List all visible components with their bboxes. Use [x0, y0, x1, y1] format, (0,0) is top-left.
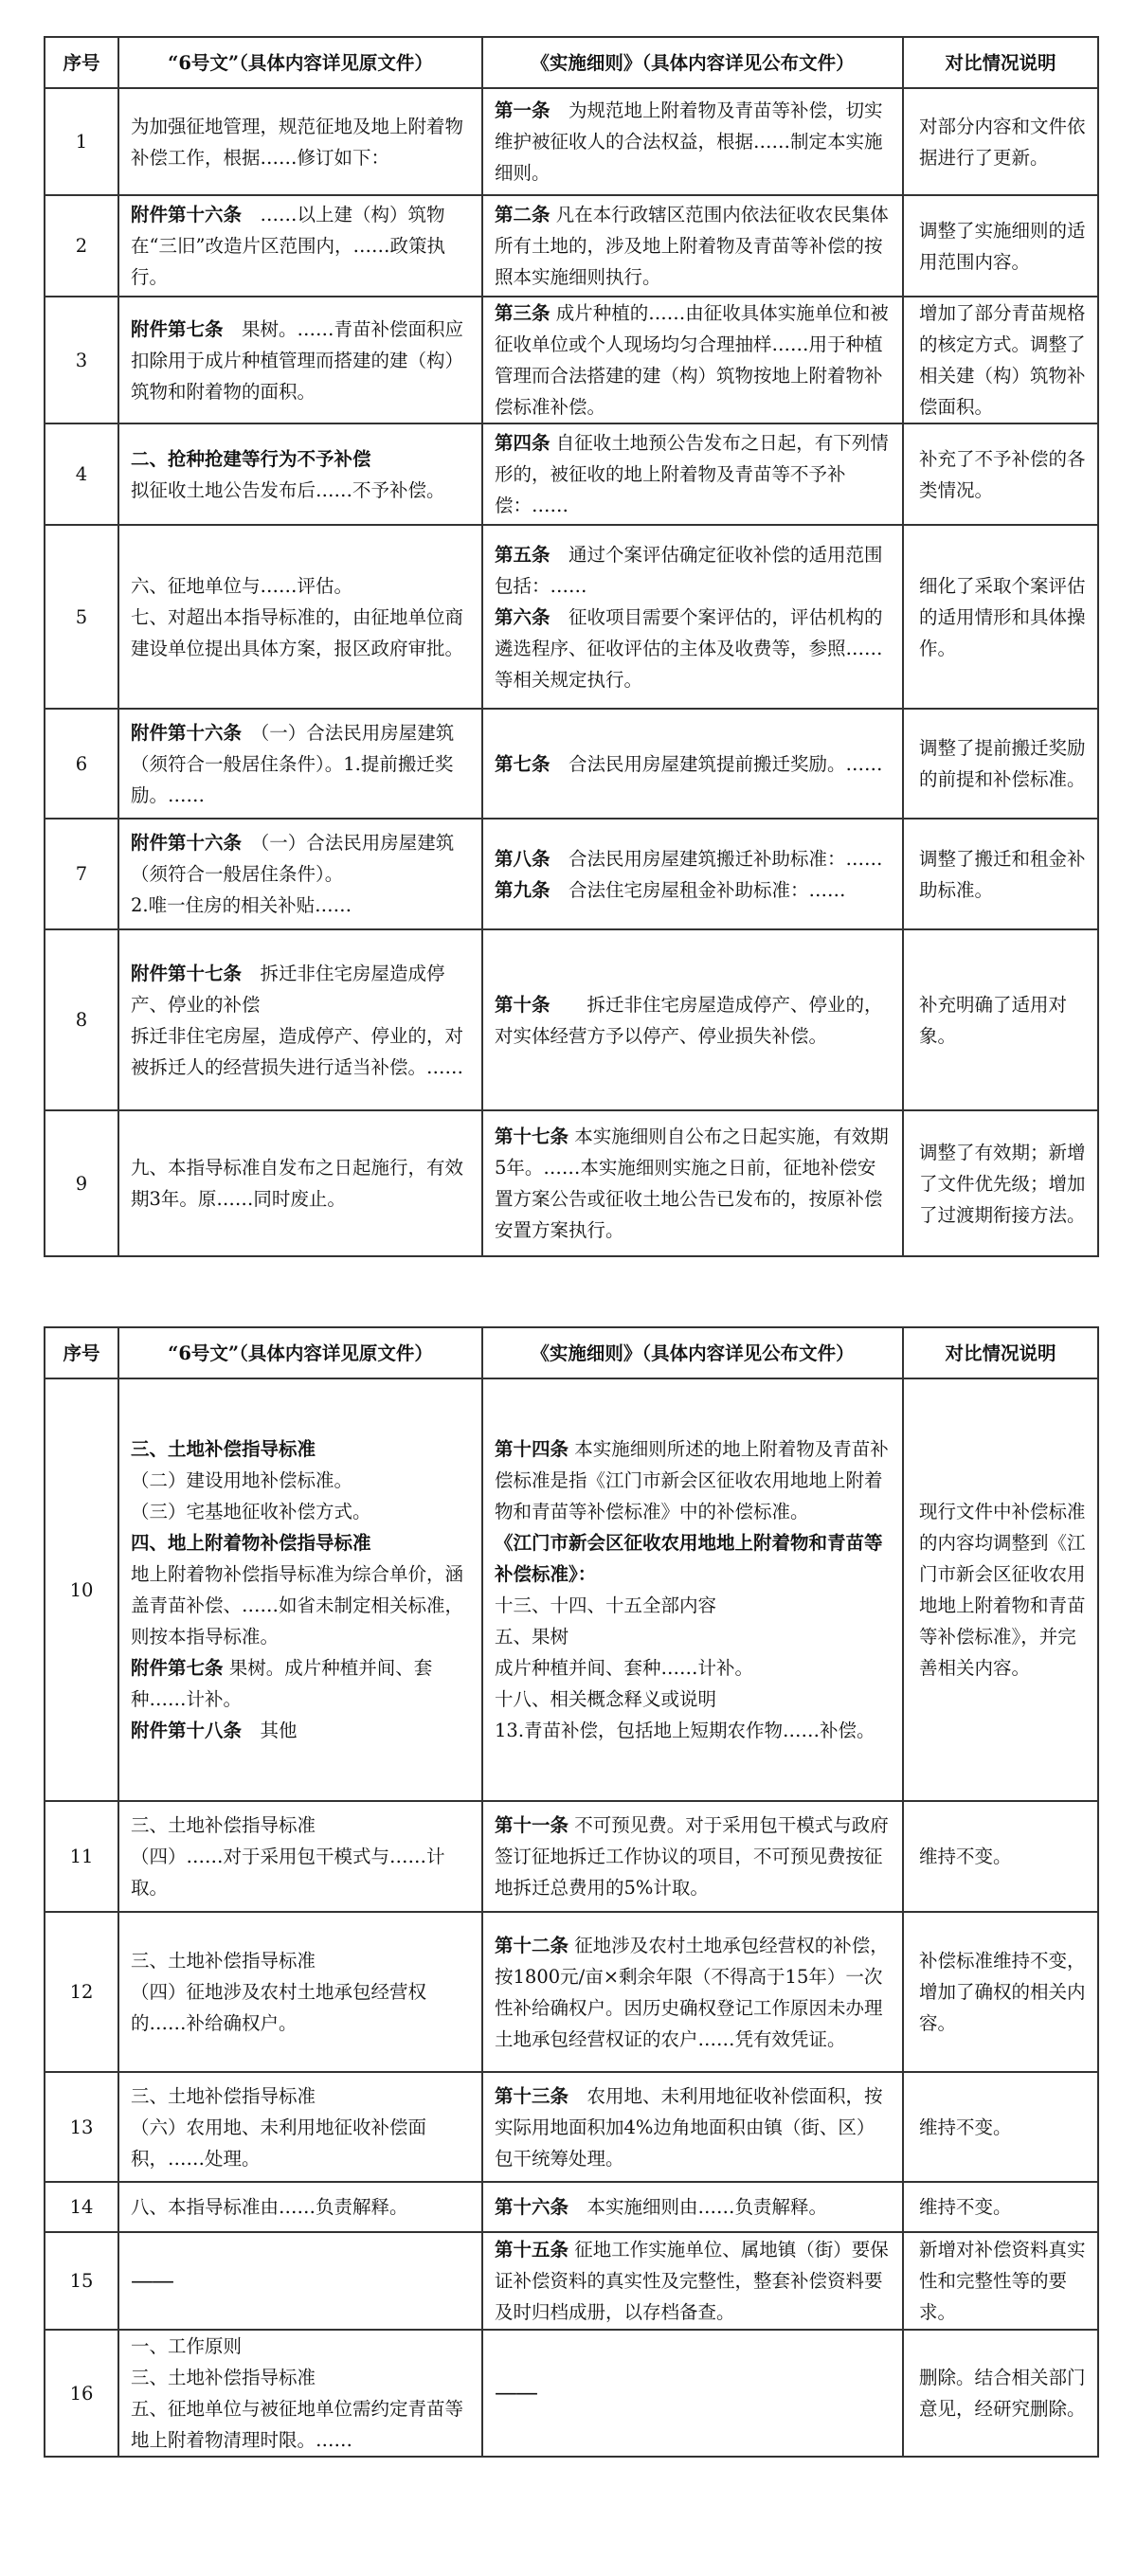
article-text: 果树。……青苗补偿面积应扣除用于成片种植管理而搭建的建（构）筑物和附着物的面积。: [131, 317, 464, 403]
article-text: 七、对超出本指导标准的，由征地单位商建设单位提出具体方案，报区政府审批。: [131, 605, 464, 659]
row-number: 9: [45, 1110, 118, 1256]
note-cell: 调整了实施细则的适用范围内容。: [903, 195, 1098, 297]
cell-paragraph: [495, 1590, 893, 1621]
header-note: 对比情况说明: [903, 37, 1098, 88]
article-heading: 第四条: [495, 432, 550, 454]
row-number: 14: [45, 2182, 118, 2232]
cell-paragraph: [131, 1715, 472, 1746]
old-doc-cell: [118, 1801, 482, 1912]
article-heading: 二、抢种抢建等行为不予补偿: [131, 447, 371, 470]
header-no: 序号: [45, 1327, 118, 1378]
article-text: 五、果树: [495, 1626, 569, 1648]
article-text: 合法民用房屋建筑提前搬迁奖励。……: [550, 752, 883, 775]
cell-paragraph: [131, 827, 472, 890]
article-text: 其他: [242, 1720, 298, 1741]
note-cell: 删除。结合相关部门意见，经研究删除。: [903, 2330, 1098, 2457]
cell-paragraph: [495, 427, 893, 521]
old-doc-cell: [118, 297, 482, 423]
cell-paragraph: [131, 890, 472, 921]
row-number: 16: [45, 2330, 118, 2457]
cell-paragraph: [131, 2081, 472, 2112]
article-text: 征地工作实施单位、属地镇（街）要保证补偿资料的真实性及完整性，整套补偿资料要及时归档成册，以存档备查。: [495, 2239, 889, 2323]
header-new-doc: 《实施细则》（具体内容详见公布文件）: [482, 1327, 903, 1378]
old-doc-cell: [118, 2232, 482, 2330]
new-doc-cell: [482, 2330, 903, 2457]
article-heading: 附件第十六条: [131, 721, 243, 744]
cell-paragraph: [131, 111, 472, 173]
article-text: 八、本指导标准由……负责解释。: [131, 2196, 408, 2218]
cell-paragraph: [131, 1810, 472, 1841]
row-number: 11: [45, 1801, 118, 1912]
old-doc-cell: [118, 1378, 482, 1801]
cell-paragraph: [495, 989, 893, 1052]
article-text: （四）征地涉及农村土地承包经营权的……补给确权户。: [131, 1981, 427, 2034]
article-heading: 附件第十六条: [131, 832, 243, 854]
cell-paragraph: [495, 1684, 893, 1715]
new-doc-cell: [482, 525, 903, 709]
cell-paragraph: [495, 1121, 893, 1246]
new-doc-cell: [482, 2182, 903, 2232]
article-heading: 附件第七条: [131, 317, 224, 340]
table-row: [45, 525, 1098, 709]
article-heading: 第六条: [495, 605, 550, 628]
note-cell: 细化了采取个案评估的适用情形和具体操作。: [903, 525, 1098, 709]
article-text: 通过个案评估确定征收补偿的适用范围包括：……: [495, 543, 883, 597]
article-heading: 第十五条: [495, 2239, 569, 2261]
new-doc-cell: [482, 423, 903, 525]
cell-paragraph: [495, 843, 893, 874]
old-doc-cell: [118, 195, 482, 297]
article-heading: 第十二条: [495, 1934, 569, 1956]
cell-paragraph: [495, 199, 893, 293]
article-text: （三）宅基地征收补偿方式。: [131, 1501, 371, 1522]
old-doc-cell: [118, 819, 482, 929]
new-doc-cell: [482, 2232, 903, 2330]
article-text: 成片种植并间、套种……计补。: [495, 1657, 754, 1679]
cell-paragraph: [131, 1558, 472, 1652]
old-doc-cell: [118, 1912, 482, 2072]
note-cell: 补充了不予补偿的各类情况。: [903, 423, 1098, 525]
article-heading: 第八条: [495, 847, 550, 870]
article-text: 地上附着物补偿指导标准为综合单价，涵盖青苗补偿、……如省未制定相关标准，则按本指导标准。: [131, 1563, 464, 1648]
article-heading: 附件第十六条: [131, 204, 243, 225]
note-cell: 补偿标准维持不变，增加了确权的相关内容。: [903, 1912, 1098, 2072]
new-doc-cell: [482, 929, 903, 1110]
article-text: 拟征收土地公告发布后……不予补偿。: [131, 478, 445, 501]
header-new-doc: 《实施细则》（具体内容详见公布文件）: [482, 37, 903, 88]
note-cell: 对部分内容和文件依据进行了更新。: [903, 88, 1098, 195]
table-row: [45, 88, 1098, 195]
table-row: [45, 1912, 1098, 2072]
article-heading: 第十七条: [495, 1126, 569, 1147]
cell-paragraph: [495, 1433, 893, 1527]
note-cell: 调整了提前搬迁奖励的前提和补偿标准。: [903, 709, 1098, 819]
note-cell: 维持不变。: [903, 2072, 1098, 2182]
table-row: [45, 929, 1098, 1110]
new-doc-cell: [482, 297, 903, 423]
article-text: 拆迁非住宅房屋，造成停产、停业的，对被拆迁人的经营损失进行适当补偿。……: [131, 1024, 464, 1078]
article-text: 三、土地补偿指导标准: [131, 2367, 316, 2388]
old-doc-cell: [118, 2330, 482, 2457]
table-row: [45, 1110, 1098, 1256]
article-heading: 第十四条: [495, 1438, 569, 1460]
article-text: 本实施细则自公布之日起实施，有效期5年。……本实施细则实施之日前，征地补偿安置方案公告或征收土地公告已发布的，按原补偿安置方案执行。: [495, 1126, 889, 1241]
table-row: [45, 423, 1098, 525]
article-text: （六）农用地、未利用地征收补偿面积，……处理。: [131, 2116, 427, 2170]
table-row: [45, 1378, 1098, 1801]
cell-paragraph: [131, 1020, 472, 1083]
cell-paragraph: [495, 1527, 893, 1590]
article-text: 2.唯一住房的相关补贴……: [131, 894, 352, 916]
note-cell: 补充明确了适用对象。: [903, 929, 1098, 1110]
cell-paragraph: [131, 602, 472, 664]
cell-paragraph: [495, 748, 893, 780]
new-doc-cell: [482, 1912, 903, 2072]
note-cell: 维持不变。: [903, 1801, 1098, 1912]
article-text: 农用地、未利用地征收补偿面积，按实际用地面积加4%边角地面积由镇（街、区）包干统筹处理。: [495, 2084, 883, 2170]
cell-paragraph: [495, 1652, 893, 1684]
article-heading: 附件第十七条: [131, 962, 243, 984]
new-doc-cell: [482, 2072, 903, 2182]
article-text: 征收项目需要个案评估的，评估机构的遴选程序、征收评估的主体及收费等，参照……等相关规定执行。: [495, 605, 883, 691]
old-doc-cell: [118, 929, 482, 1110]
article-text: 果树。成片种植并间、套种……计补。: [131, 1657, 433, 1710]
cell-paragraph: [131, 570, 472, 602]
article-heading: 第十六条: [495, 2196, 569, 2218]
article-heading: 第九条: [495, 878, 550, 901]
article-text: ……以上建（构）筑物在“三旧”改造片区范围内，……政策执行。: [131, 204, 445, 288]
row-number: 2: [45, 195, 118, 297]
cell-paragraph: [131, 1496, 472, 1527]
cell-paragraph: [495, 1715, 893, 1746]
article-heading: 附件第十八条: [131, 1720, 243, 1741]
article-text: （一）合法民用房屋建筑（须符合一般居住条件）。: [131, 832, 455, 885]
row-number: 15: [45, 2232, 118, 2330]
new-doc-cell: [482, 1378, 903, 1801]
old-doc-cell: [118, 2182, 482, 2232]
row-number: 4: [45, 423, 118, 525]
article-heading: 第十条: [495, 993, 550, 1016]
cell-paragraph: [131, 717, 472, 811]
cell-paragraph: [495, 1621, 893, 1652]
cell-paragraph: [495, 2377, 893, 2409]
article-text: 九、本指导标准自发布之日起施行，有效期3年。原……同时废止。: [131, 1157, 464, 1210]
note-cell: 调整了搬迁和租金补助标准。: [903, 819, 1098, 929]
table-row: [45, 297, 1098, 423]
row-number: 12: [45, 1912, 118, 2072]
article-heading: 第五条: [495, 543, 550, 566]
cell-paragraph: [131, 2265, 472, 2297]
cell-paragraph: [131, 199, 472, 293]
note-cell: 增加了部分青苗规格的核定方式。调整了相关建（构）筑物补偿面积。: [903, 297, 1098, 423]
article-text: （二）建设用地补偿标准。: [131, 1469, 353, 1491]
cell-paragraph: [131, 2362, 472, 2393]
new-doc-cell: [482, 88, 903, 195]
table-header-row: [45, 1327, 1098, 1378]
cell-paragraph: [131, 475, 472, 506]
cell-paragraph: [131, 443, 472, 475]
header-old-doc: “6号文”（具体内容详见原文件）: [118, 37, 482, 88]
article-text: 本实施细则所述的地上附着物及青苗补偿标准是指《江门市新会区征收农用地地上附着物和青苗等补偿标准》中的补偿标准。: [495, 1438, 889, 1522]
cell-paragraph: [131, 1841, 472, 1903]
cell-paragraph: [131, 958, 472, 1020]
cell-paragraph: [131, 2191, 472, 2223]
note-cell: 新增对补偿资料真实性和完整性等的要求。: [903, 2232, 1098, 2330]
article-text: 三、土地补偿指导标准: [131, 2084, 316, 2107]
article-text: 三、土地补偿指导标准: [131, 1950, 316, 1972]
article-heading: 四、地上附着物补偿指导标准: [131, 1532, 371, 1554]
header-no: 序号: [45, 37, 118, 88]
article-heading: 第三条: [495, 302, 550, 324]
cell-paragraph: [131, 314, 472, 407]
cell-paragraph: [131, 1527, 472, 1558]
article-heading: 第一条: [495, 99, 550, 121]
cell-paragraph: [131, 2331, 472, 2362]
article-text: 为加强征地管理，规范征地及地上附着物补偿工作，根据……修订如下：: [131, 115, 464, 169]
article-text: （四）……对于采用包干模式与……计取。: [131, 1846, 445, 1899]
row-number: 3: [45, 297, 118, 423]
cell-paragraph: [495, 297, 893, 423]
cell-paragraph: [495, 602, 893, 695]
article-heading: 第七条: [495, 752, 550, 775]
cell-paragraph: [131, 1945, 472, 1976]
article-text: 三、土地补偿指导标准: [131, 1814, 316, 1836]
cell-paragraph: [131, 2112, 472, 2174]
row-number: 1: [45, 88, 118, 195]
table-row: [45, 2072, 1098, 2182]
cell-paragraph: [131, 2393, 472, 2456]
note-cell: 调整了有效期；新增了文件优先级；增加了过渡期衔接方法。: [903, 1110, 1098, 1256]
table-header-row: [45, 37, 1098, 88]
new-doc-cell: [482, 1801, 903, 1912]
article-text: 成片种植的……由征收具体实施单位和被征收单位或个人现场均匀合理抽样……用于种植管理而合法搭建的建（构）筑物按地上附着物补偿标准补偿。: [495, 302, 889, 418]
new-doc-cell: [482, 709, 903, 819]
article-text: 拆迁非住宅房屋造成停产、停业的补偿: [131, 962, 445, 1016]
row-number: 13: [45, 2072, 118, 2182]
row-number: 8: [45, 929, 118, 1110]
header-old-doc: “6号文”（具体内容详见原文件）: [118, 1327, 482, 1378]
row-number: 5: [45, 525, 118, 709]
cell-paragraph: [131, 1433, 472, 1465]
row-number: 10: [45, 1378, 118, 1801]
old-doc-cell: [118, 709, 482, 819]
note-cell: 维持不变。: [903, 2182, 1098, 2232]
old-doc-cell: [118, 423, 482, 525]
article-heading: 附件第七条: [131, 1657, 224, 1679]
article-text: 征地涉及农村土地承包经营权的补偿，按1800元/亩×剩余年限（不得高于15年）一次性补给确权户。因历史确权登记工作原因未办理土地承包经营权证的农户……凭有效凭证。: [495, 1934, 889, 2050]
table-row: [45, 2330, 1098, 2457]
cell-paragraph: [495, 2234, 893, 2328]
cell-paragraph: [495, 1930, 893, 2055]
cell-paragraph: [495, 874, 893, 906]
old-doc-cell: [118, 1110, 482, 1256]
cell-paragraph: [495, 2191, 893, 2223]
new-doc-cell: [482, 819, 903, 929]
table-row: [45, 1801, 1098, 1912]
article-text: 本实施细则由……负责解释。: [568, 2196, 828, 2218]
comparison-table-2: [44, 1326, 1099, 2458]
cell-paragraph: [495, 1810, 893, 1903]
row-number: 6: [45, 709, 118, 819]
article-text: 五、征地单位与被征地单位需约定青苗等地上附着物清理时限。……: [131, 2398, 464, 2451]
article-heading: 第二条: [495, 204, 550, 225]
table-row: [45, 819, 1098, 929]
header-note: 对比情况说明: [903, 1327, 1098, 1378]
article-text: 拆迁非住宅房屋造成停产、停业的，对实体经营方予以停产、停业损失补偿。: [495, 993, 883, 1047]
article-text: 合法住宅房屋租金补助标准：……: [550, 878, 846, 901]
article-heading: 三、土地补偿指导标准: [131, 1438, 316, 1460]
article-text: （一）合法民用房屋建筑（须符合一般居住条件）。1.提前搬迁奖励。……: [131, 721, 455, 806]
article-text: 不可预见费。对于采用包干模式与政府签订征地拆迁工作协议的项目，不可预见费按征地拆迁总费用的5%计取。: [495, 1814, 889, 1899]
article-text: 十八、相关概念释义或说明: [495, 1688, 717, 1710]
row-number: 7: [45, 819, 118, 929]
article-text: 六、征地单位与……评估。: [131, 574, 353, 597]
article-text: 凡在本行政辖区范围内依法征收农民集体所有土地的，涉及地上附着物及青苗等补偿的按照本实施细则执行。: [495, 204, 889, 288]
cell-paragraph: [495, 2081, 893, 2174]
article-text: 13.青苗补偿，包括地上短期农作物……补偿。: [495, 1720, 875, 1741]
article-text: 一、工作原则: [131, 2335, 243, 2357]
article-text: ——: [495, 2379, 536, 2405]
cell-paragraph: [131, 1652, 472, 1715]
article-heading: 第十三条: [495, 2084, 569, 2107]
cell-paragraph: [495, 95, 893, 189]
table-row: [45, 709, 1098, 819]
table-row: [45, 195, 1098, 297]
old-doc-cell: [118, 2072, 482, 2182]
article-text: 合法民用房屋建筑搬迁补助标准：……: [550, 847, 883, 870]
table-row: [45, 2182, 1098, 2232]
article-text: 为规范地上附着物及青苗等补偿，切实维护被征收人的合法权益，根据……制定本实施细则。: [495, 99, 883, 184]
old-doc-cell: [118, 525, 482, 709]
comparison-table-1: [44, 36, 1099, 1257]
article-text: 自征收土地预公告发布之日起，有下列情形的，被征收的地上附着物及青苗等不予补偿：……: [495, 432, 889, 516]
article-text: 十三、十四、十五全部内容: [495, 1594, 717, 1616]
note-cell: 现行文件中补偿标准的内容均调整到《江门市新会区征收农用地地上附着物和青苗等补偿标准》，并完善相关内容。: [903, 1378, 1098, 1801]
article-heading: 第十一条: [495, 1814, 569, 1836]
new-doc-cell: [482, 195, 903, 297]
cell-paragraph: [131, 1976, 472, 2039]
cell-paragraph: [131, 1152, 472, 1215]
cell-paragraph: [495, 539, 893, 602]
article-heading: 《江门市新会区征收农用地地上附着物和青苗等补偿标准》：: [495, 1532, 883, 1585]
cell-paragraph: [131, 1465, 472, 1496]
new-doc-cell: [482, 1110, 903, 1256]
table-row: [45, 2232, 1098, 2330]
old-doc-cell: [118, 88, 482, 195]
article-text: ——: [131, 2266, 172, 2294]
